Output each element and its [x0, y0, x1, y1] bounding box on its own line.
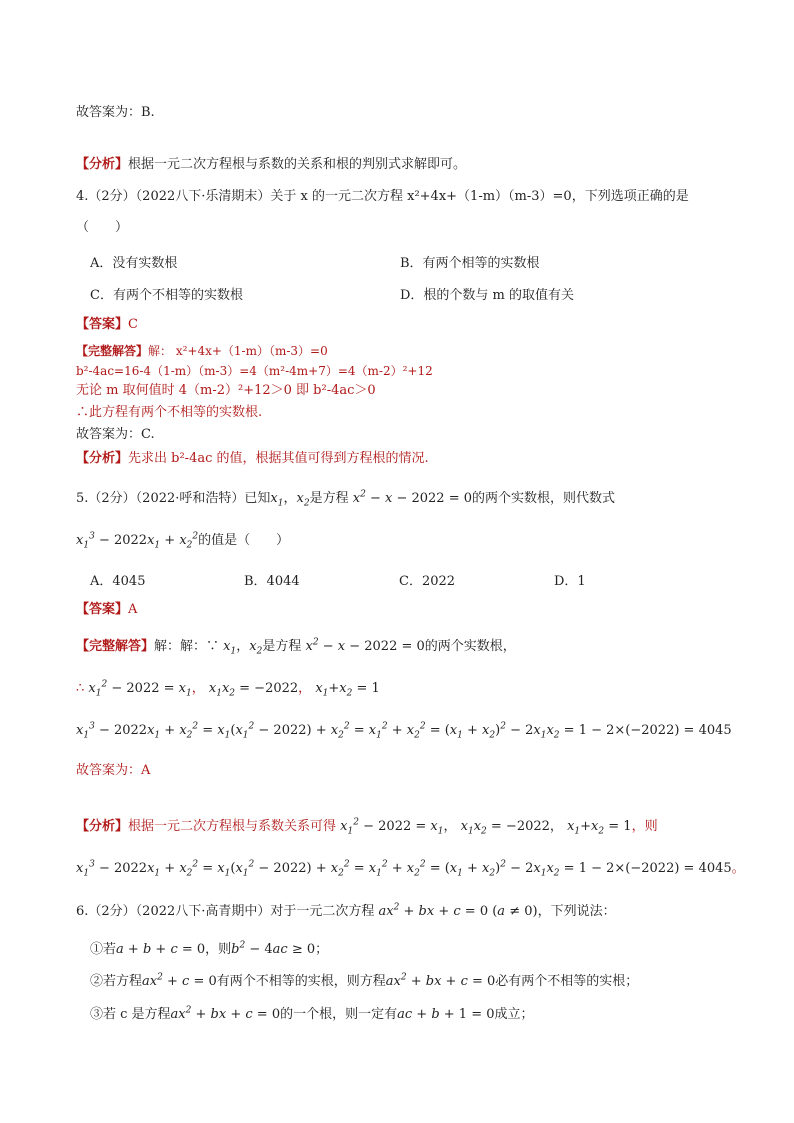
q4-final-answer: 故答案为：C.	[76, 427, 155, 442]
q4-option-a: A．没有实数根	[90, 256, 178, 271]
q5-stem: 5.（2分）（2022·呼和浩特）已知$x_1$，$x_2$是方程 $x^2 - x - 2022 = 0$的两个实数根，则代数式	[76, 489, 616, 509]
q3-analysis	[76, 156, 734, 174]
analysis-text: 先求出 b²-4ac 的值，根据其值可得到方程根的情况.	[128, 451, 429, 466]
q4-option-b: B．有两个相等的实数根	[400, 256, 540, 271]
q4-solution-line-1	[76, 342, 734, 360]
q5-solution-line-3: $x_1^3 - 2022x_1 + x_2^2 = x_1(x_1^2 - 2022) + x_2^2 = x_1^2 + x_2^2 = (x_1 + x_2)^2 - 2x_1x_2 = 1 - 2\times(-2022) = 4045$	[76, 721, 732, 741]
q4-solution-line-3: 无论 m 取何值时 4（m-2）²+12＞0 即 b²-4ac＞0	[76, 383, 376, 398]
q4-solution-line-4: ∴此方程有两个不相等的实数根.	[76, 405, 263, 420]
analysis-tag: 【分析】	[76, 451, 129, 466]
q4-analysis	[76, 450, 734, 468]
q5-solution-line-1: 【完整解答】解：解：∵ $x_1$，$x_2$是方程 $x^2 - x - 2022 = 0$的两个实数根，	[76, 637, 516, 657]
q5-solution-line-2: ∴ $x_1^2 - 2022 = x_1$， $x_1x_2 = -2022$， $x_1+x_2 = 1$	[76, 679, 380, 699]
q5-final-answer: 故答案为：A	[76, 763, 151, 778]
previous-answer: 故答案为：B.	[76, 105, 155, 120]
answer-value: C	[128, 317, 138, 332]
q4-stem: 4.（2分）（2022八下·乐清期末）关于 x 的一元二次方程 x²+4x+（1-m）（m-3）=0，下列选项正确的是	[76, 189, 689, 204]
q5-analysis-line-2: $x_1^3 - 2022x_1 + x_2^2 = x_1(x_1^2 - 2022) + x_2^2 = x_1^2 + x_2^2 = (x_1 + x_2)^2 - 2x_1x_2 = 1 - 2\times(-2022) = 4045$。	[76, 859, 745, 879]
solution-tag: 【完整解答】	[76, 344, 149, 358]
q5-option-b: B．4044	[244, 574, 300, 589]
q6-stem: 6.（2分）（2022八下·高青期中）对于一元二次方程 $ax^2$ + bx + c = 0 (a ≠ 0)，下列说法：	[76, 902, 616, 919]
q4-solution-line-2: b²-4ac=16-4（1-m）（m-3）=4（m²-4m+7）=4（m-2）²+12	[76, 364, 433, 378]
q4-option-c: C．有两个不相等的实数根	[90, 288, 243, 303]
q4-option-d: D．根的个数与 m 的取值有关	[400, 288, 575, 303]
solution-text: 解： x²+4x+（1-m）（m-3）=0	[148, 344, 328, 358]
q5-option-d: D．1	[554, 574, 586, 589]
q5-answer: 【答案】A	[76, 602, 138, 617]
q6-item-2: ②若方程$ax^2 + c = 0$有两个不相等的实根，则方程$ax^2$ + bx + c = 0必有两个不相等的实根；	[90, 972, 639, 989]
analysis-text: 根据一元二次方程根与系数的关系和根的判别式求解即可。	[128, 157, 467, 172]
q5-stem-line2: $x_1^3 - 2022x_1 + x_2^2$的值是（ ）	[76, 531, 290, 551]
q5-option-c: C．2022	[399, 574, 456, 589]
q4-answer	[76, 316, 734, 334]
q5-analysis-line-1: 【分析】根据一元二次方程根与系数关系可得 $x_1^2 - 2022 = x_1$， $x_1x_2 = -2022$， $x_1+x_2 = 1$，则	[76, 817, 658, 837]
q4-stem-blank: （ ）	[76, 220, 129, 235]
answer-tag: 【答案】	[76, 317, 129, 332]
q6-item-3: ③若 c 是方程$ax^2$ + bx + c = 0的一个根，则一定有ac + b + 1 = 0成立；	[90, 1005, 534, 1022]
analysis-tag: 【分析】	[76, 157, 129, 172]
q6-item-1: ①若a + b + c = 0，则$b^2 - 4ac \ge 0$；	[90, 940, 329, 957]
q5-equation: $x^2 - x - 2022 = 0$	[352, 489, 473, 506]
q5-option-a: A．4045	[90, 574, 146, 589]
